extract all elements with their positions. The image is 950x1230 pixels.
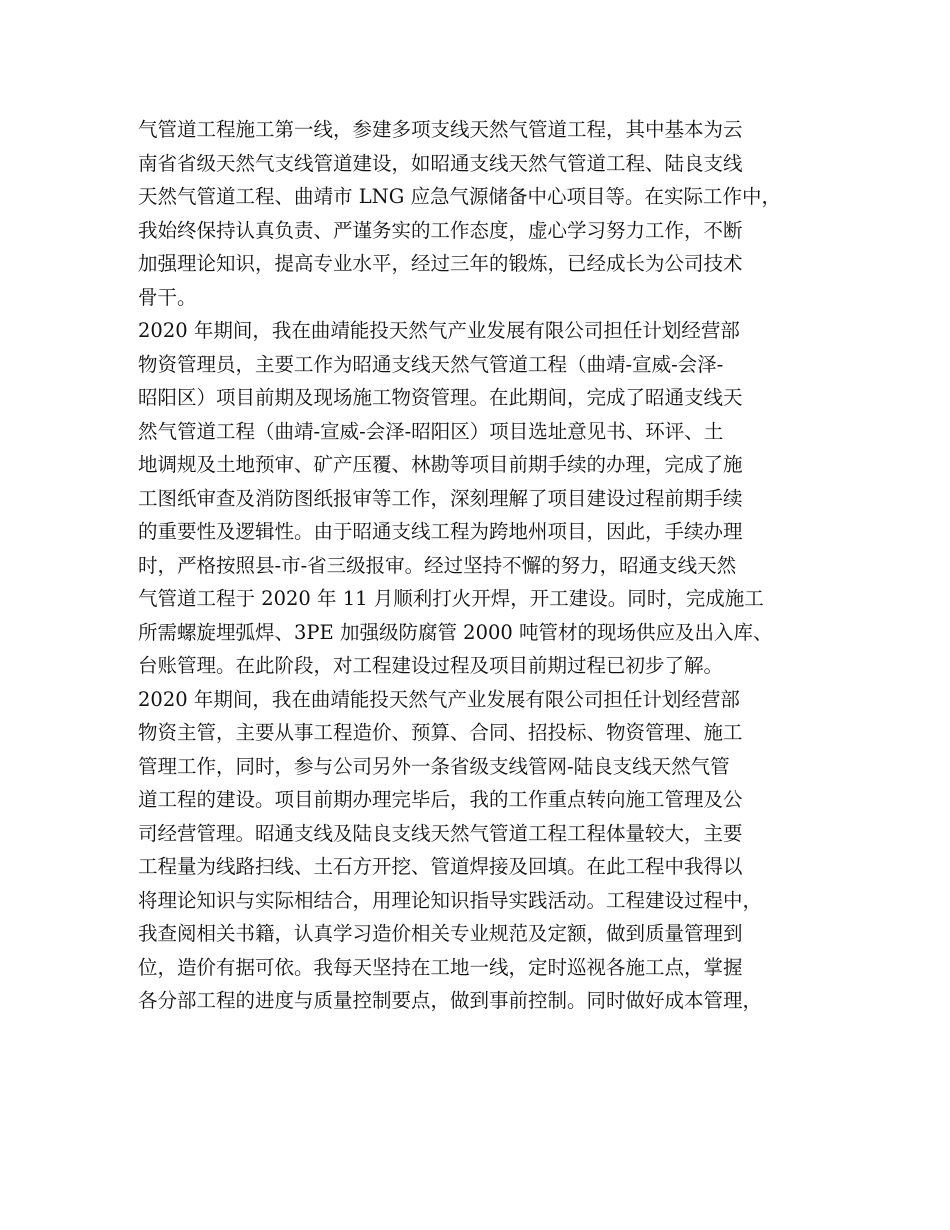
text-line: 南省省级天然气支线管道建设，如昭通支线天然气管道工程、陆良支线 (138, 151, 743, 175)
text-line: 工程量为线路扫线、土石方开挖、管道焊接及回填。在此工程中我得以 (138, 855, 743, 878)
text-line: 管理工作，同时，参与公司另外一条省级支线管网-陆良支线天然气管 (138, 754, 730, 778)
text-line: 我始终保持认真负责、严谨务实的工作态度，虚心学习努力工作，不断 (138, 218, 743, 242)
text-line: 工图纸审查及消防图纸报审等工作，深刻理解了项目建设过程前期手续 (138, 486, 743, 510)
text-line: 2020 年期间，我在曲靖能投天然气产业发展有限公司担任计划经营部 (138, 687, 740, 711)
text-line: 台账管理。在此阶段，对工程建设过程及项目前期过程已初步了解。 (138, 654, 724, 677)
text-line: 地调规及土地预审、矿产压覆、林勘等项目前期手续的办理，完成了施 (138, 453, 743, 476)
text-line: 昭阳区）项目前期及现场施工物资管理。在此期间，完成了昭通支线天 (138, 386, 743, 409)
text-line: 骨干。 (138, 285, 197, 309)
text-line: 天然气管道工程、曲靖市 LNG 应急气源储备中心项目等。在实际工作中， (138, 185, 781, 208)
text-line: 我查阅相关书籍，认真学习造价相关专业规范及定额，做到质量管理到 (138, 922, 743, 945)
text-line: 的重要性及逻辑性。由于昭通支线工程为跨地州项目，因此，手续办理 (138, 520, 743, 543)
text-line: 各分部工程的进度与质量控制要点，做到事前控制。同时做好成本管理， (138, 989, 763, 1012)
text-line: 物资主管，主要从事工程造价、预算、合同、招投标、物资管理、施工 (138, 721, 743, 744)
text-line: 2020 年期间，我在曲靖能投天然气产业发展有限公司担任计划经营部 (138, 319, 740, 342)
text-line: 气管道工程于 2020 年 11 月顺利打火开焊，开工建设。同时，完成施工 (138, 587, 764, 610)
text-line: 司经营管理。昭通支线及陆良支线天然气管道工程工程体量较大，主要 (138, 821, 743, 845)
text-line: 加强理论知识，提高专业水平，经过三年的锻炼，已经成长为公司技术 (138, 252, 743, 275)
text-line: 物资管理员，主要工作为昭通支线天然气管道工程（曲靖-宣威-会泽- (138, 352, 724, 376)
text-line: 所需螺旋埋弧焊、3PE 加强级防腐管 2000 吨管材的现场供应及出入库、 (138, 620, 773, 644)
text-line: 气管道工程施工第一线，参建多项支线天然气管道工程，其中基本为云 (138, 118, 743, 141)
body-text (138, 113, 818, 1018)
text-line: 位，造价有据可依。我每天坚持在工地一线，定时巡视各施工点，掌握 (138, 955, 743, 979)
text-line: 将理论知识与实际相结合，用理论知识指导实践活动。工程建设过程中， (138, 888, 763, 912)
text-line: 然气管道工程（曲靖-宣威-会泽-昭阳区）项目选址意见书、环评、土 (138, 419, 724, 443)
text-line: 时，严格按照县-市-省三级报审。经过坚持不懈的努力，昭通支线天然 (138, 553, 737, 577)
text-line: 道工程的建设。项目前期办理完毕后，我的工作重点转向施工管理及公 (138, 788, 743, 811)
